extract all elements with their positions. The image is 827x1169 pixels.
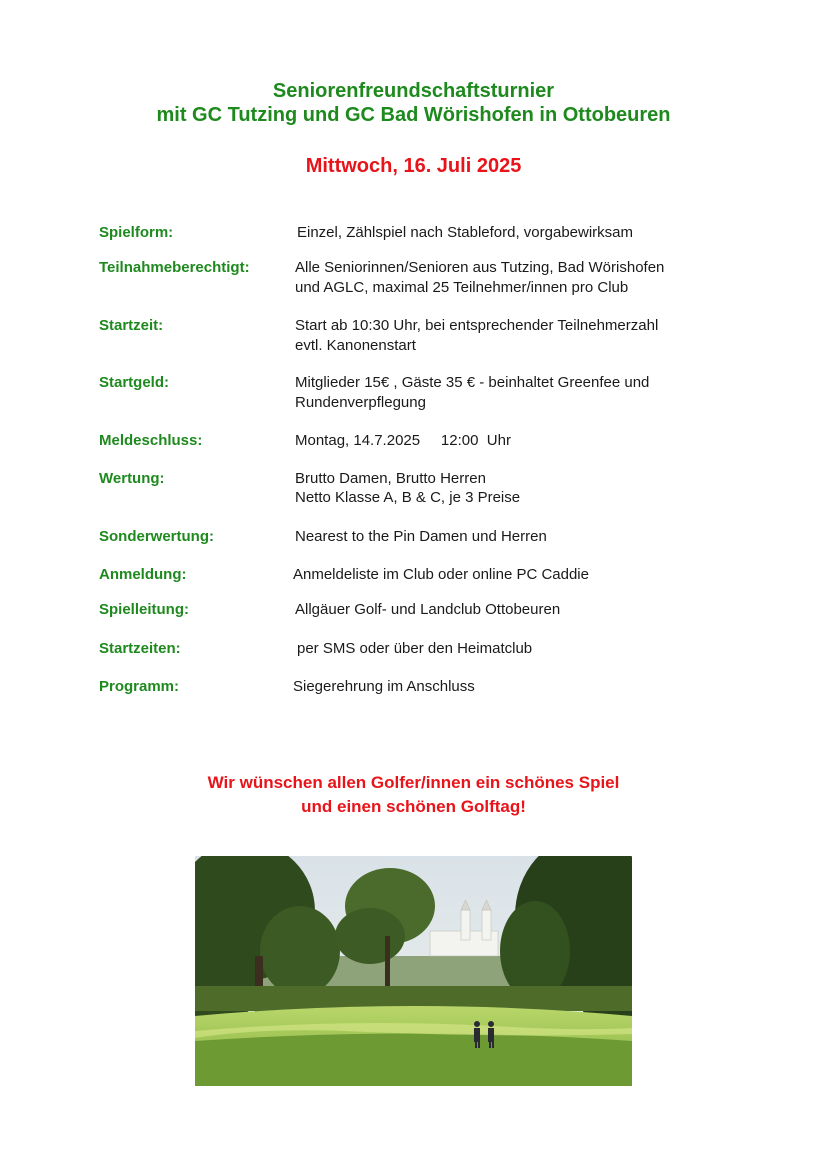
detail-label: Spielform: bbox=[99, 224, 174, 241]
detail-label: Programm: bbox=[99, 678, 180, 695]
detail-value: Netto Klasse A, B & C, je 3 Preise bbox=[295, 489, 521, 506]
detail-label: Wertung: bbox=[99, 470, 165, 487]
detail-value: Anmeldeliste im Club oder online PC Caddie bbox=[293, 566, 589, 583]
detail-label: Startzeiten: bbox=[99, 640, 181, 657]
detail-value: evtl. Kanonenstart bbox=[295, 337, 416, 354]
closing-line-1: Wir wünschen allen Golfer/innen ein schönes Spiel bbox=[207, 773, 620, 792]
detail-value: Mitglieder 15€ , Gäste 35 € - beinhaltet Greenfee und bbox=[295, 374, 650, 391]
title-line-2: mit GC Tutzing und GC Bad Wörishofen in Ottobeuren bbox=[156, 104, 671, 126]
detail-label: Teilnahmeberechtigt: bbox=[99, 259, 250, 276]
golf-course-photo bbox=[195, 856, 632, 1086]
detail-value: Siegerehrung im Anschluss bbox=[293, 678, 475, 695]
detail-label: Startzeit: bbox=[99, 317, 164, 334]
detail-value: und AGLC, maximal 25 Teilnehmer/innen pro Club bbox=[295, 279, 629, 296]
detail-value: Montag, 14.7.2025 12:00 Uhr bbox=[295, 432, 511, 449]
detail-value: Start ab 10:30 Uhr, bei entsprechender Teilnehmerzahl bbox=[295, 317, 659, 334]
detail-value: Rundenverpflegung bbox=[295, 394, 426, 411]
detail-value: Einzel, Zählspiel nach Stableford, vorgabewirksam bbox=[297, 224, 633, 241]
title-line-1: Seniorenfreundschaftsturnier bbox=[272, 80, 555, 102]
detail-label: Sonderwertung: bbox=[99, 528, 214, 545]
detail-value: per SMS oder über den Heimatclub bbox=[297, 640, 533, 657]
detail-label: Spielleitung: bbox=[99, 601, 189, 618]
detail-value: Alle Seniorinnen/Senioren aus Tutzing, Bad Wörishofen bbox=[295, 259, 665, 276]
detail-value: Nearest to the Pin Damen und Herren bbox=[295, 528, 547, 545]
closing-line-2: und einen schönen Golftag! bbox=[301, 797, 526, 816]
event-date: Mittwoch, 16. Juli 2025 bbox=[305, 155, 522, 177]
detail-label: Startgeld: bbox=[99, 374, 170, 391]
detail-label: Anmeldung: bbox=[99, 566, 187, 583]
detail-label: Meldeschluss: bbox=[99, 432, 203, 449]
detail-value: Allgäuer Golf- und Landclub Ottobeuren bbox=[295, 601, 561, 618]
detail-value: Brutto Damen, Brutto Herren bbox=[295, 470, 486, 487]
